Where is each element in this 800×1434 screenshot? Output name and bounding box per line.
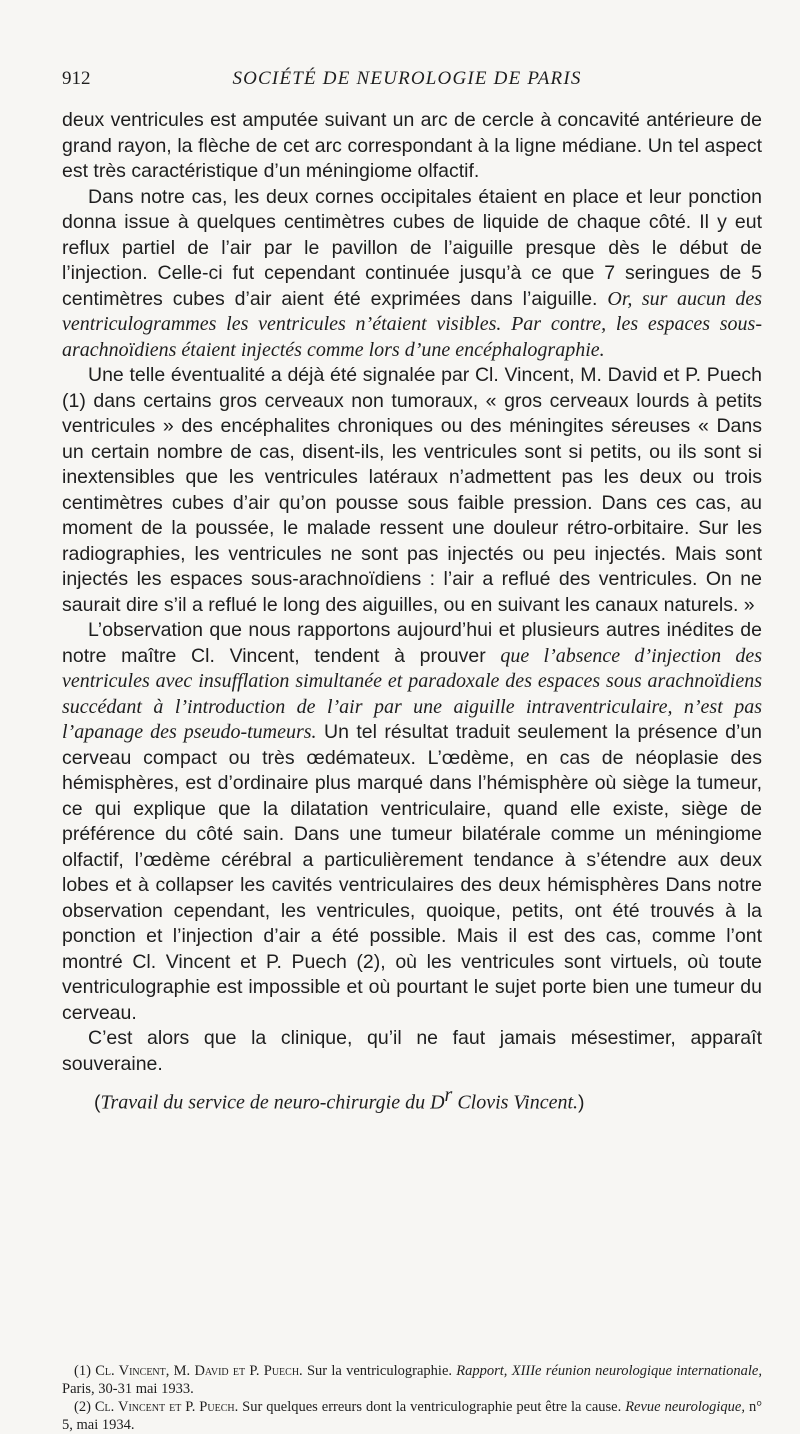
footnote-2: (2) Cl. Vincent et P. Puech. Sur quelques erreurs dont la ventriculographie peut être la cause. Revue neurologique, n° 5, mai 1934. <box>62 1399 763 1433</box>
page-number: 912 <box>62 68 91 89</box>
paragraph-2: Dans notre cas, les deux cornes occipitales étaient en place et leur ponction donna issue à quelques centimètres cubes de liquide de chaque côté. Il y eut reflux partiel de l’air par le pavillon de l’aiguille presque dès le début de l’injection. Celle-ci fut cependant continuée jusqu’à ce que 7 seringues de 5 centimètres cubes d’air aient été exprimées dans l’aiguille. Or, sur aucun des ventriculogrammes les ventricules n’étaient visibles. Par contre, les espaces sous-arachnoïdiens étaient injectés comme lors d’une encéphalographie. <box>62 185 762 361</box>
footnote-1: (1) Cl. Vincent, M. David et P. Puech. Sur la ventriculographie. Rapport, XIIIe réunion neurologique internationale, Paris, 30-31 mai 1933. <box>62 1363 762 1397</box>
footnotes <box>62 1362 762 1434</box>
paragraph-1: deux ventricules est amputée suivant un arc de cercle à concavité antérieure de grand rayon, la flèche de cet arc correspondant à la ligne médiane. Un tel aspect est très caractéristique d’un méningiome olfactif. <box>62 109 762 182</box>
page-header <box>62 68 762 98</box>
paragraph-5: C’est alors que la clinique, qu’il ne faut jamais mésestimer, apparaît souveraine. <box>62 1027 762 1075</box>
service-note: (Travail du service de neuro-chirurgie du $D^r$ Clovis Vincent.) <box>94 1084 585 1114</box>
paragraph-3: Une telle éventualité a déjà été signalée par Cl. Vincent, M. David et P. Puech (1) dans certains gros cerveaux non tumoraux, « gros cerveaux lourds à petits ventricules » des encéphalites chroniques ou des méningites séreuses « Dans un certain nombre de cas, disent-ils, les ventricules sont si petits, ou ils sont si inextensibles que les ventricules latéraux n’admettent pas les deux ou trois centimètres cubes d’air qu’on pousse sous faible pression. Dans ces cas, au moment de la poussée, le malade ressent une douleur rétro-orbitaire. Sur les radiographies, les ventricules ne sont pas injectés ou peu injectés. Mais sont injectés les espaces sous-arachnoïdiens : l’air a reflué des ventricules. On ne saurait dire s’il a reflué le long des aiguilles, ou en suivant les canaux naturels. » <box>62 364 762 616</box>
article-body <box>62 108 762 1116</box>
emphasis-italic: que l’absence d’injection des ventricules avec insufflation simultanée et paradoxale des espaces sous arachnoïdiens succédant à l’introduction de l’air par une aiguille intraventriculaire, n’est pas l’apanage des pseudo-tumeurs. <box>62 644 762 743</box>
paragraph-4: L’observation que nous rapportons aujourd’hui et plusieurs autres inédites de notre maître Cl. Vincent, tendent à prouver que l’absence d’injection des ventricules avec insufflation simultanée et paradoxale des espaces sous arachnoïdiens succédant à l’introduction de l’air par une aiguille intraventriculaire, n’est pas l’apanage des pseudo-tumeurs. Un tel résultat traduit seulement la présence d’un cerveau compact ou très œdémateux. L’œdème, en cas de néoplasie des hémisphères, est d’ordinaire plus marqué dans l’hémisphère où siège la tumeur, ce qui explique que la dilatation ventriculaire, quand elle existe, siège de préférence du côté sain. Dans une tumeur bilatérale comme un méningiome olfactif, l’œdème cérébral a particulièrement tendance à s’étendre aux deux lobes et à collapser les cavités ventriculaires des deux hémisphères Dans notre observation cependant, les ventricules, quoique, petits, ont été trouvés à la ponction et l’injection d’air a été possible. Mais il est des cas, comme l’ont montré Cl. Vincent et P. Puech (2), où les ventricules sont virtuels, où toute ventriculographie est impossible et où pourtant le sujet porte bien une tumeur du cerveau. <box>62 619 762 1024</box>
running-title: SOCIÉTÉ DE NEUROLOGIE DE PARIS <box>232 68 582 89</box>
emphasis-italic: Or, sur aucun des ventriculogrammes les ventricules n’étaient visibles. Par contre, les espaces sous-arachnoïdiens étaient injectés comme lors d’une encéphalographie. <box>62 287 762 361</box>
